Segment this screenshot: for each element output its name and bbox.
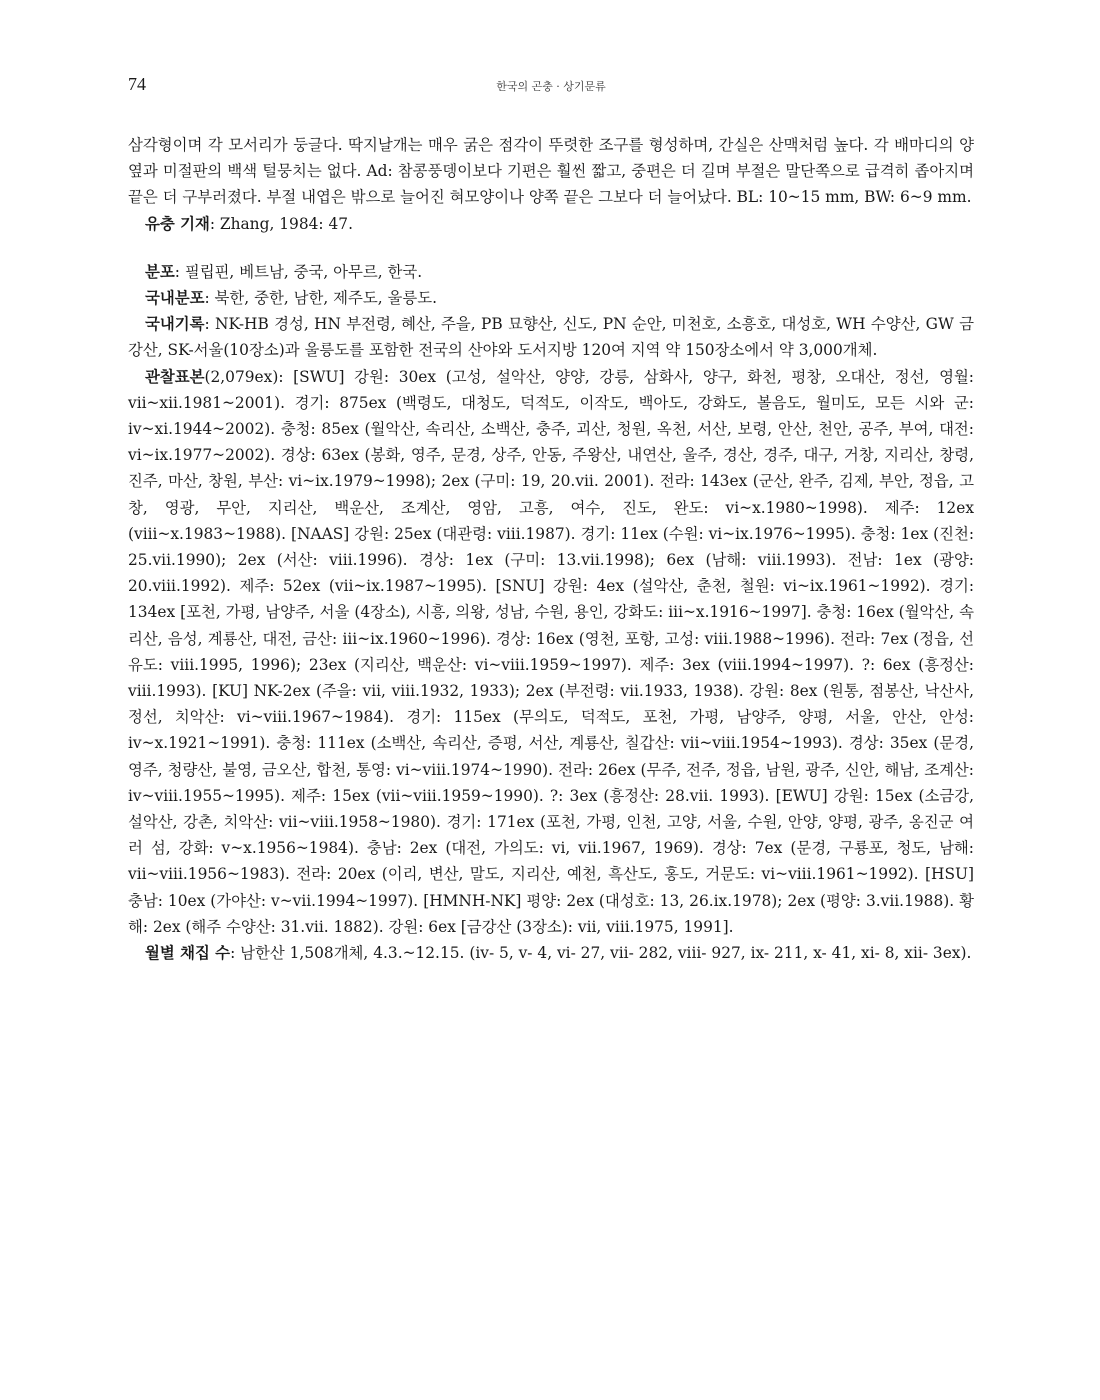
page-number: 74 xyxy=(128,74,146,94)
specimens-label: 관찰표본 xyxy=(145,367,205,386)
distribution-paragraph xyxy=(128,259,974,285)
description-text: 삼각형이며 각 모서리가 둥글다. 딱지날개는 매우 굵은 점각이 뚜렷한 조구를 형성하며, 간실은 산맥처럼 높다. 각 배마디의 양옆과 미절판의 백색 털뭉치는 없다. Ad: 참콩풍뎅이보다 기편은 훨씬 짧고, 중편은 더 길며 부절은 말단쪽으로 급격히 좁아지며 끝은 더 구부러졌다. 부절 내엽은 밖으로 늘어진 혀모양이나 양쪽 끝은 그보다 더 늘어났다. BL: 10~15 mm, BW: 6~9 mm. xyxy=(128,136,974,207)
domestic-distribution-paragraph xyxy=(128,285,974,311)
specimens-paragraph xyxy=(128,364,974,940)
document-page xyxy=(128,70,974,966)
domestic-records-label: 국내기록 xyxy=(145,315,205,334)
monthly-paragraph xyxy=(128,940,974,966)
monthly-label: 월별 채집 수 xyxy=(145,944,231,963)
larva-paragraph xyxy=(128,211,974,237)
description-paragraph xyxy=(128,132,974,211)
larva-label: 유충 기재 xyxy=(145,214,210,233)
domestic-records-text: : NK-HB 경성, HN 부전령, 혜산, 주을, PB 묘향산, 신도, PN 순안, 미천호, 소흥호, 대성호, WH 수양산, GW 금강산, SK-서울(10장소)과 울릉도를 포함한 전국의 산야와 도서지방 120여 지역 약 150장소에서 약 3,000개체. xyxy=(128,315,974,360)
running-title: 한국의 곤충 · 상기문류 xyxy=(496,80,606,93)
larva-text: : Zhang, 1984: 47. xyxy=(209,214,353,233)
specimens-text: (2,079ex): [SWU] 강원: 30ex (고성, 설악산, 양양, 강릉, 삼화사, 양구, 화천, 평창, 오대산, 정선, 영월: vii~xii.1981~2001). 경기: 875ex (백령도, 대청도, 덕적도, 이작도, 백아도, 강화도, 볼음도, 월미도, 모든 시와 군: iv~xi.1944~2002). 충청: 85ex (월악산, 속리산, 소백산, 충주, 괴산, 청원, 옥천, 서산, 보령, 안산, 천안, 공주, 부여, 대전: vi~ix.1977~2002). 경상: 63ex (봉화, 영주, 문경, 상주, 안동, 주왕산, 내연산, 울주, 경산, 경주, 대구, 거창, 지리산, 창령, 진주, 마산, 창원, 부산: vi~ix.1979~1998); 2ex (구미: 19, 20.vii. 2001). 전라: 143ex (군산, 완주, 김제, 부안, 정읍, 고창, 영광, 무안, 지리산, 백운산, 조계산, 영암, 고흥, 여수, 진도, 완도: vi~x.1980~1998). 제주: 12ex (viii~x.1983~1988). [NAAS] 강원: 25ex (대관령: viii.1987). 경기: 11ex (수원: vi~ix.1976~1995). 충청: 1ex (진천: 25.vii.1990); 2ex (서산: viii.1996). 경상: 1ex (구미: 13.vii.1998); 6ex (남해: viii.1993). 전남: 1ex (광양: 20.viii.1992). 제주: 52ex (vii~ix.1987~1995). [SNU] 강원: 4ex (설악산, 춘천, 철원: vi~ix.1961~1992). 경기: 134ex [포천, 가평, 남양주, 서울 (4장소), 시흥, 의왕, 성남, 수원, 용인, 강화도: iii~x.1916~1997]. 충청: 16ex (월악산, 속리산, 음성, 계룡산, 대전, 금산: iii~ix.1960~1996). 경상: 16ex (영천, 포항, 고성: viii.1988~1996). 전라: 7ex (정읍, 선유도: viii.1995, 1996); 23ex (지리산, 백운산: vi~viii.1959~1997). 제주: 3ex (viii.1994~1997). ?: 6ex (흥정산: viii.1993). [KU] NK-2ex (주을: vii, viii.1932, 1933); 2ex (부전령: vii.1933, 1938). 강원: 8ex (원통, 점봉산, 낙산사, 정선, 치악산: vi~viii.1967~1984). 경기: 115ex (무의도, 덕적도, 포천, 가평, 남양주, 양평, 서울, 안산, 안성: iv~x.1921~1991). 충청: 111ex (소백산, 속리산, 증평, 서산, 계룡산, 칠갑산: vii~viii.1954~1993). 경상: 35ex (문경, 영주, 청량산, 불영, 금오산, 합천, 통영: vi~viii.1974~1990). 전라: 26ex (무주, 전주, 정읍, 남원, 광주, 신안, 해남, 조계산: iv~viii.1955~1995). 제주: 15ex (vii~viii.1959~1990). ?: 3ex (흥정산: 28.vii. 1993). [EWU] 강원: 15ex (소금강, 설악산, 강촌, 치악산: vii~viii.1958~1980). 경기: 171ex (포천, 가평, 인천, 고양, 서울, 수원, 안양, 양평, 광주, 옹진군 여러 섬, 강화: v~x.1956~1984). 충남: 2ex (대전, 가의도: vi, vii.1967, 1969). 경상: 7ex (문경, 구룡포, 청도, 남해: vii~viii.1956~1983). 전라: 20ex (이리, 변산, 말도, 지리산, 예천, 흑산도, 홍도, 거문도: vi~viii.1961~1992). [HSU] 충남: 10ex (가야산: v~vii.1994~1997). [HMNH-NK] 평양: 2ex (대성호: 13, 26.ix.1978); 2ex (평양: 3.vii.1988). 황해: 2ex (해주 수양산: 31.vii. 1882). 강원: 6ex [금강산 (3장소): vii, viii.1975, 1991]. xyxy=(128,367,974,936)
distribution-label: 분포 xyxy=(145,262,175,281)
domestic-records-paragraph xyxy=(128,311,974,363)
domestic-distribution-text: : 북한, 중한, 남한, 제주도, 울릉도. xyxy=(204,289,438,308)
page-body xyxy=(128,132,974,966)
domestic-distribution-label: 국내분포 xyxy=(145,289,205,308)
distribution-text: : 필립핀, 베트남, 중국, 아무르, 한국. xyxy=(174,262,423,281)
page-header xyxy=(128,70,974,100)
monthly-text: : 남한산 1,508개체, 4.3.~12.15. (iv- 5, v- 4, vi- 27, vii- 282, viii- 927, ix- 211, x- 41, xi- 8, xii- 3ex). xyxy=(230,944,972,963)
